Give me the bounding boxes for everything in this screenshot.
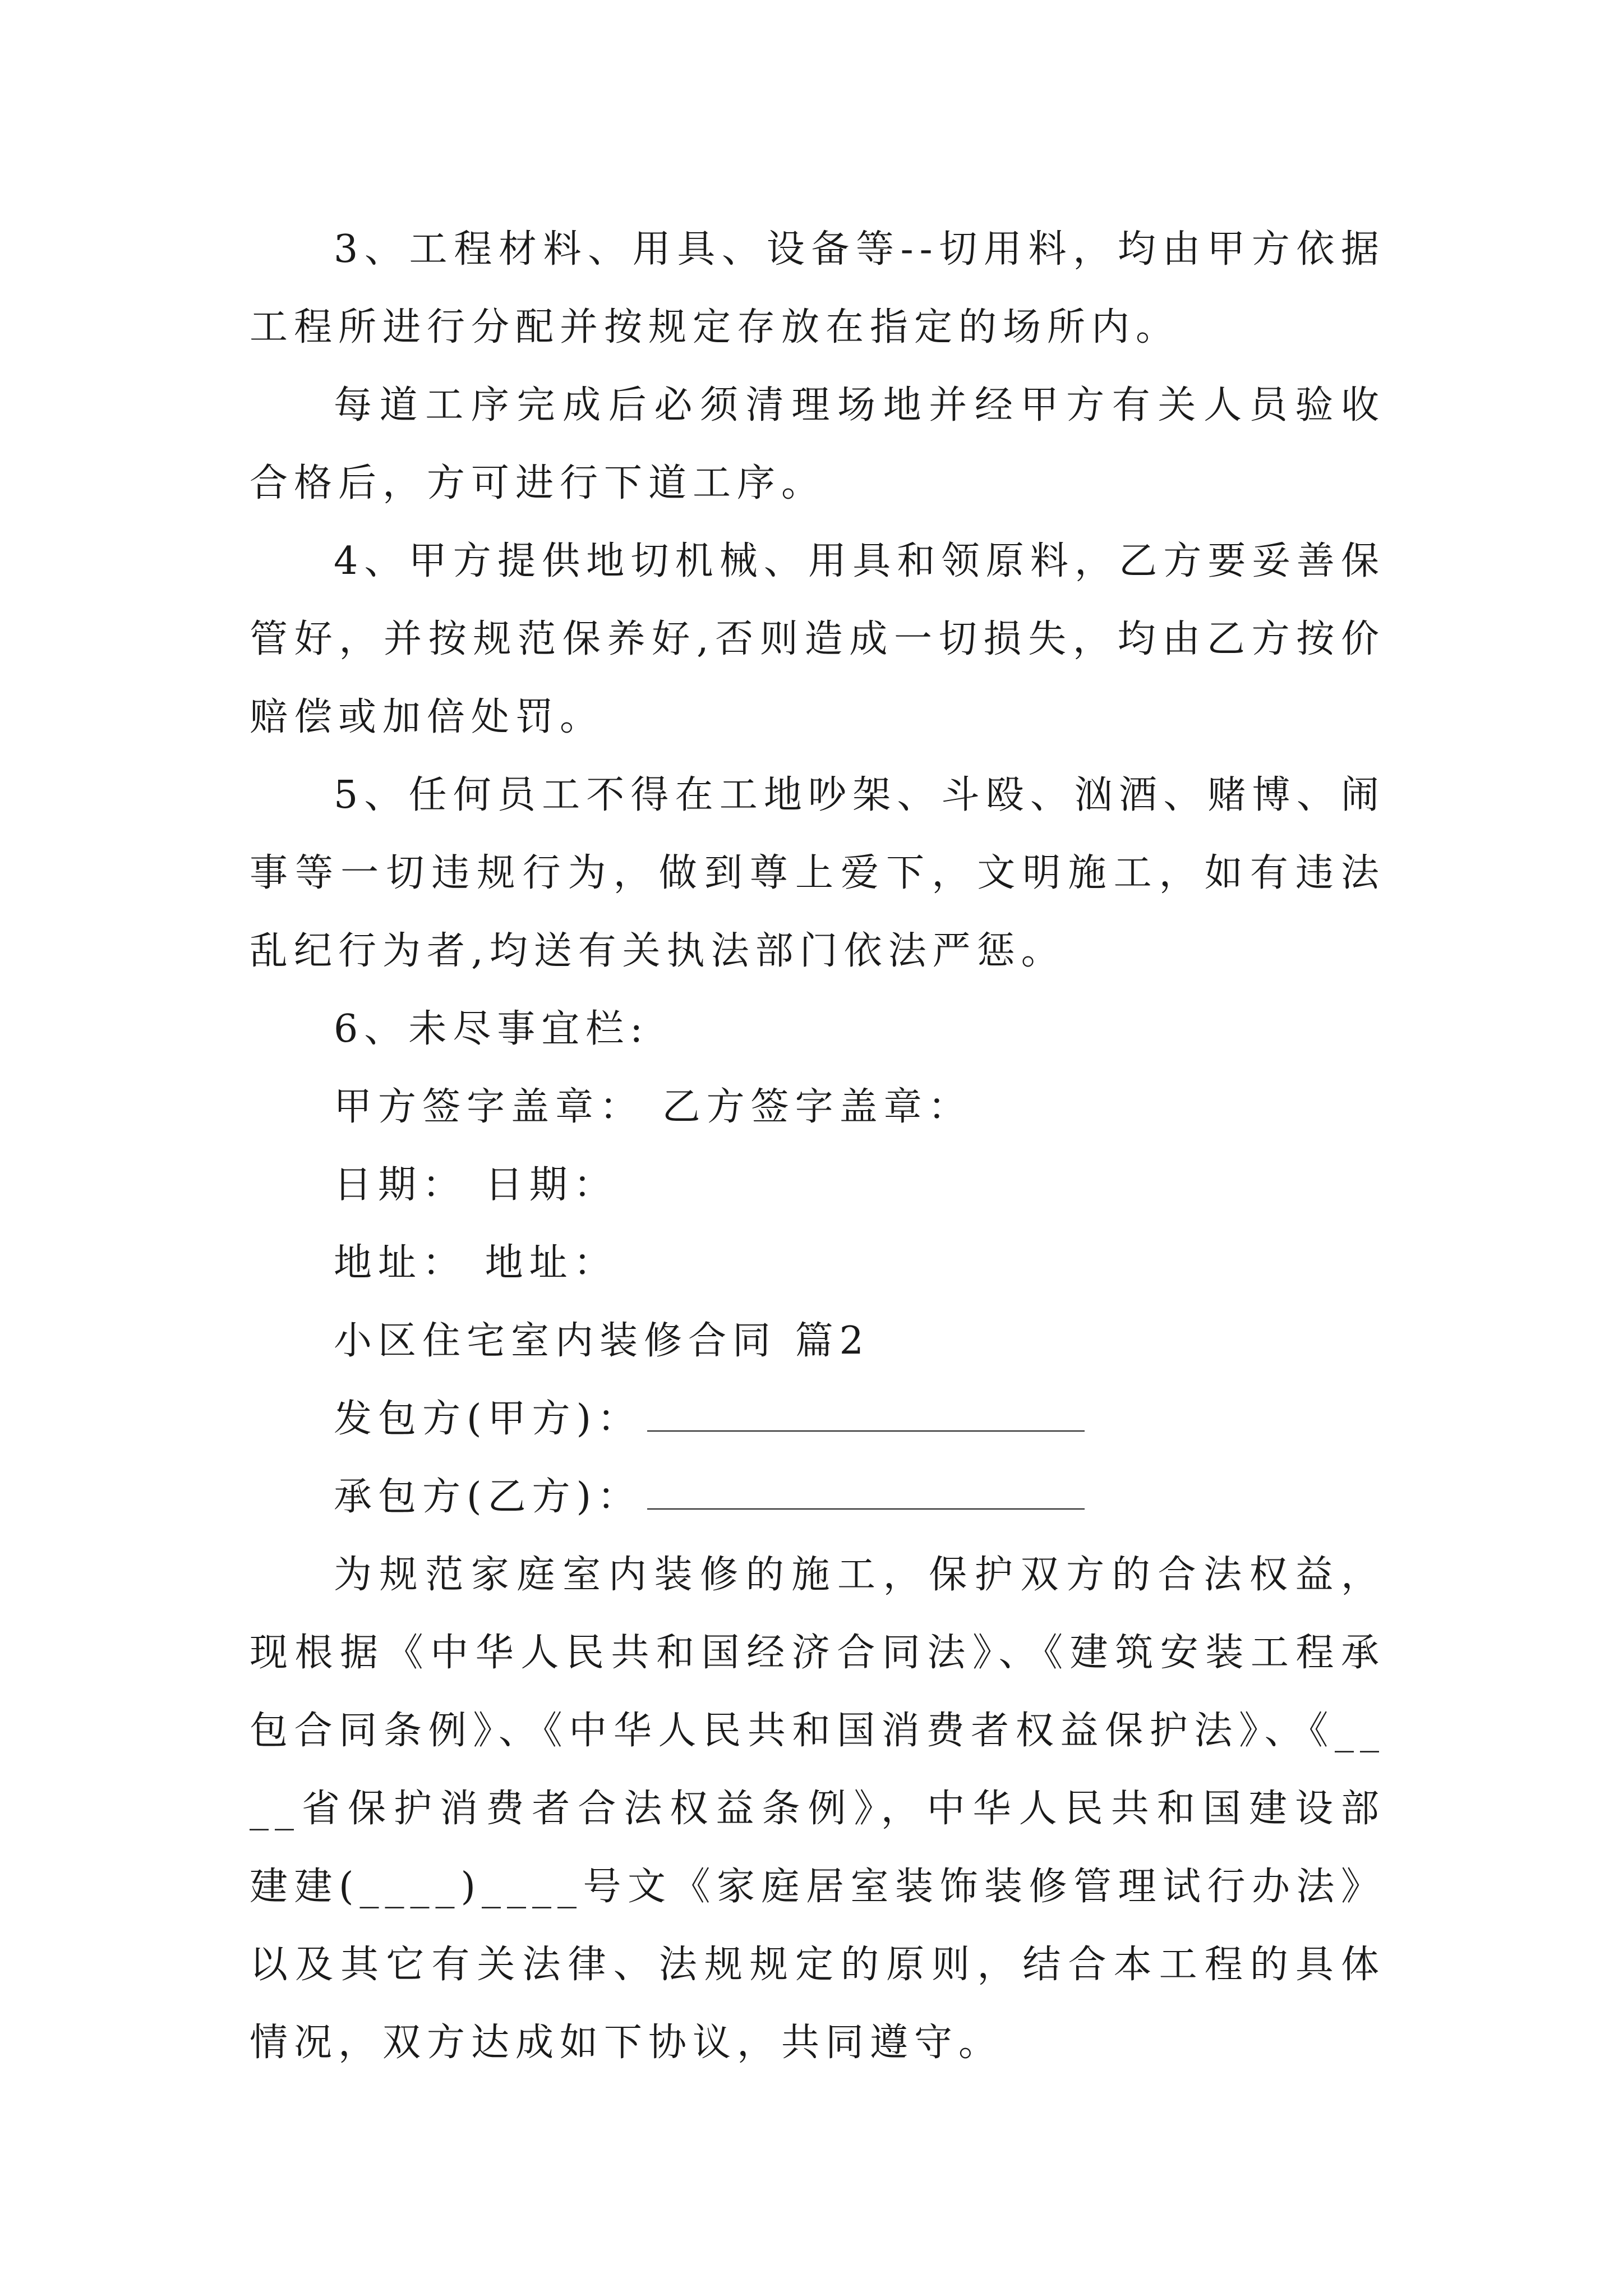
clause-4-paragraph: 4、甲方提供地切机械、用具和领原料，乙方要妥善保管好，并按规范保养好,否则造成一切损失，均由乙方按价赔偿或加倍处罚。	[250, 539, 1385, 739]
clause-3-paragraph: 3、工程材料、用具、设备等--切用料，均由甲方依据工程所进行分配并按规定存放在指定的场所内。	[250, 227, 1385, 349]
unfinished-matters-label: 6、未尽事宜栏:	[334, 1007, 649, 1051]
party-a-label: 发包方(甲方)：	[334, 1397, 642, 1441]
party-b-blank-field[interactable]	[647, 1473, 1085, 1510]
preamble-paragraph: 为规范家庭室内装修的施工，保护双方的合法权益，现根据《中华人民共和国经济合同法》、《建筑安装工程承包合同条例》、《中华人民共和国消费者权益保护法》、《____省保护消费者合法权益条例》，中华人民共和国建设部建建(____)____号文《家庭居室装饰装修管理试行办法》以及其它有关法律、法规规定的原则，结合本工程的具体情况，双方达成如下协议，共同遵守。	[250, 1553, 1385, 2065]
party-b-label: 承包方(乙方)：	[334, 1475, 642, 1519]
party-b-row	[250, 1458, 1385, 1536]
party-a-row	[250, 1380, 1385, 1458]
clause-5-paragraph: 5、任何员工不得在工地吵架、斗殴、汹酒、赌博、闹事等一切违规行为，做到尊上爱下，文明施工，如有违法乱纪行为者,均送有关执法部门依法严惩。	[250, 773, 1385, 973]
signature-line: 甲方签字盖章： 乙方签字盖章：	[334, 1085, 972, 1129]
document-page	[250, 210, 1385, 2082]
address-line: 地址： 地址：	[334, 1241, 618, 1285]
date-line: 日期： 日期：	[334, 1163, 618, 1207]
inspection-paragraph: 每道工序完成后必须清理场地并经甲方有关人员验收合格后，方可进行下道工序。	[250, 383, 1385, 505]
section-title: 小区住宅室内装修合同 篇2	[334, 1319, 870, 1363]
party-a-blank-field[interactable]	[647, 1395, 1085, 1432]
